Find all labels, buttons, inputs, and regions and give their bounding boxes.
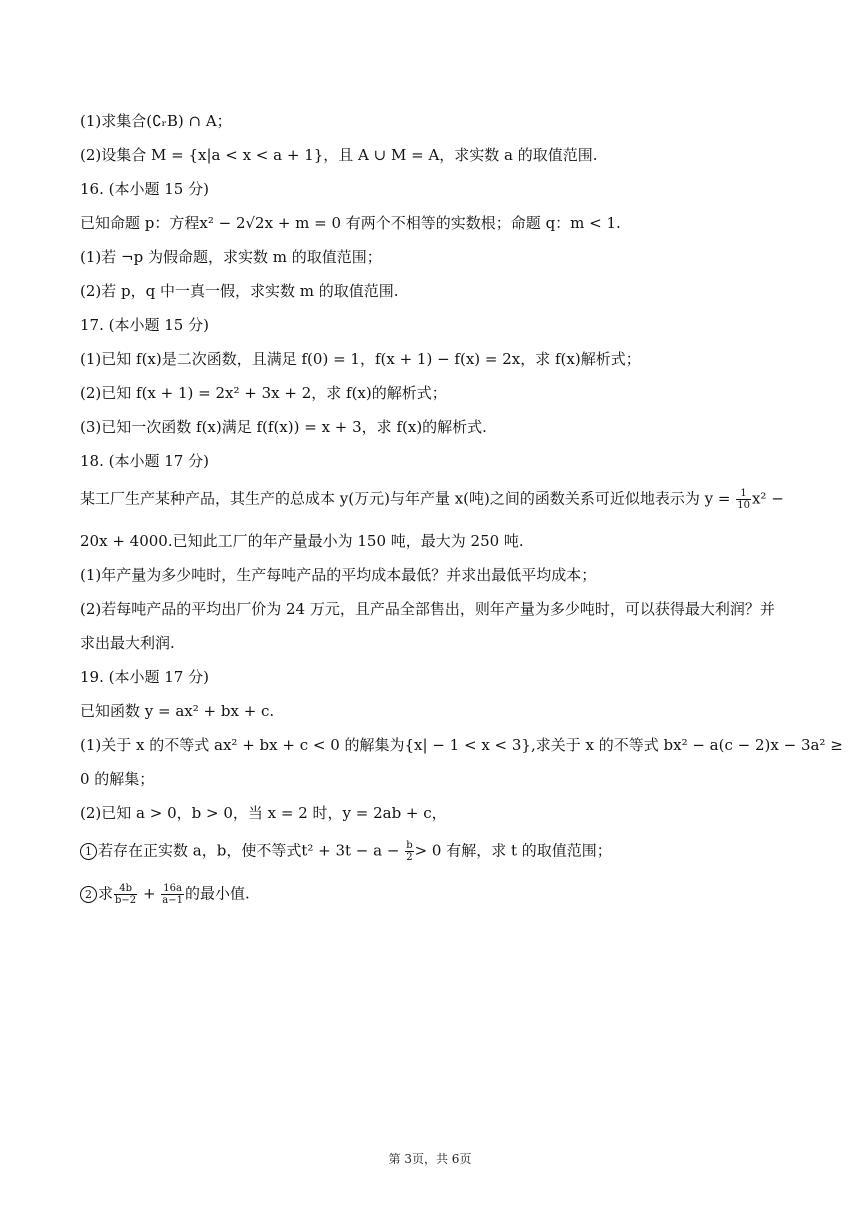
- q19-part2-sub1: [80, 840, 785, 863]
- text: 若存在正实数 a，b，使不等式t² + 3t − a −: [98, 841, 405, 860]
- text: (2)若 p，q 中一真一假，求实数 m 的取值范围.: [80, 282, 399, 300]
- fraction-numerator: b: [406, 840, 413, 851]
- q19-part2-sub2: [80, 883, 785, 906]
- fraction-numerator: 4b: [114, 883, 137, 895]
- q16-part2: [80, 281, 785, 301]
- fraction-denominator: 2: [406, 852, 413, 863]
- fraction: [161, 883, 184, 906]
- text: (1)求集合(∁ᵣB) ∩ A；: [80, 112, 232, 130]
- fraction-denominator: b−2: [115, 895, 137, 906]
- text: (1)年产量为多少吨时，生产每吨产品的平均成本最低？并求出最低平均成本；: [80, 566, 597, 584]
- q16-heading: [80, 179, 785, 199]
- text: (2)设集合 M = {x|a < x < a + 1}，且 A ∪ M = A，求实数 a 的取值范围.: [80, 146, 598, 164]
- q19-part1-line1: [80, 735, 843, 755]
- fraction-numerator: 1: [736, 488, 751, 500]
- fraction-numerator: 16a: [161, 883, 184, 895]
- text: 求出最大利润.: [80, 634, 175, 652]
- text: x² −: [751, 489, 784, 508]
- q18-part2-line1: [80, 599, 785, 619]
- text: 已知函数 y = ax² + bx + c.: [80, 702, 275, 720]
- text: > 0 有解，求 t 的取值范围；: [414, 841, 612, 860]
- text: 16. (本小题 15 分): [80, 180, 209, 198]
- q19-part2: [80, 803, 785, 823]
- q16-stem: [80, 213, 785, 233]
- q18-part1: [80, 565, 785, 585]
- fraction: [114, 883, 137, 906]
- text: (2)已知 a > 0，b > 0，当 x = 2 时，y = 2ab + c，: [80, 804, 447, 822]
- fraction-denominator: 10: [737, 500, 750, 511]
- page-footer: 第 3页，共 6页: [388, 1152, 472, 1166]
- text: +: [138, 884, 161, 903]
- text: 19. (本小题 17 分): [80, 668, 209, 686]
- q18-stem-line1: [80, 488, 785, 511]
- q18-stem-line2: [80, 531, 785, 551]
- q19-stem: [80, 701, 785, 721]
- q16-part1: [80, 247, 785, 267]
- q17-part1: [80, 349, 785, 369]
- q19-part1-line2: [80, 769, 785, 789]
- text: (3)已知一次函数 f(x)满足 f(f(x)) = x + 3，求 f(x)的解析式.: [80, 418, 487, 436]
- q17-part3: [80, 417, 785, 437]
- text: 的最小值.: [184, 884, 250, 903]
- q19-heading: [80, 667, 785, 687]
- fraction: [736, 488, 751, 511]
- q15-part1: [80, 111, 785, 131]
- q18-heading: [80, 451, 785, 471]
- text: 20x + 4000.已知此工厂的年产量最小为 150 吨，最大为 250 吨.: [80, 532, 524, 550]
- q15-part2: [80, 145, 785, 165]
- circled-number: 2: [80, 886, 97, 903]
- text: (1)若 ¬p 为假命题，求实数 m 的取值范围；: [80, 248, 382, 266]
- text: 求: [98, 884, 114, 903]
- text: (1)已知 f(x)是二次函数，且满足 f(0) = 1，f(x + 1) − f(x) = 2x，求 f(x)解析式；: [80, 350, 641, 368]
- text: (1)关于 x 的不等式 ax² + bx + c < 0 的解集为{x| − 1 < x < 3},求关于 x 的不等式 bx² − a(c − 2)x − 3a² ≥: [80, 736, 843, 754]
- q17-part2: [80, 383, 785, 403]
- text: 某工厂生产某种产品，其生产的总成本 y(万元)与年产量 x(吨)之间的函数关系可近似地表示为 y =: [80, 489, 736, 508]
- text: 0 的解集；: [80, 770, 155, 788]
- q18-part2-line2: [80, 633, 785, 653]
- text: (2)若每吨产品的平均出厂价为 24 万元，且产品全部售出，则年产量为多少吨时，可以获得最大利润？并: [80, 600, 775, 618]
- text: 18. (本小题 17 分): [80, 452, 209, 470]
- q17-heading: [80, 315, 785, 335]
- text: (2)已知 f(x + 1) = 2x² + 3x + 2，求 f(x)的解析式；: [80, 384, 447, 402]
- text: 已知命题 p：方程x² − 2√2x + m = 0 有两个不相等的实数根；命题 q：m < 1.: [80, 214, 621, 232]
- fraction-denominator: a−1: [162, 895, 183, 906]
- text: 17. (本小题 15 分): [80, 316, 209, 334]
- fraction: [405, 840, 413, 863]
- circled-number: 1: [80, 843, 97, 860]
